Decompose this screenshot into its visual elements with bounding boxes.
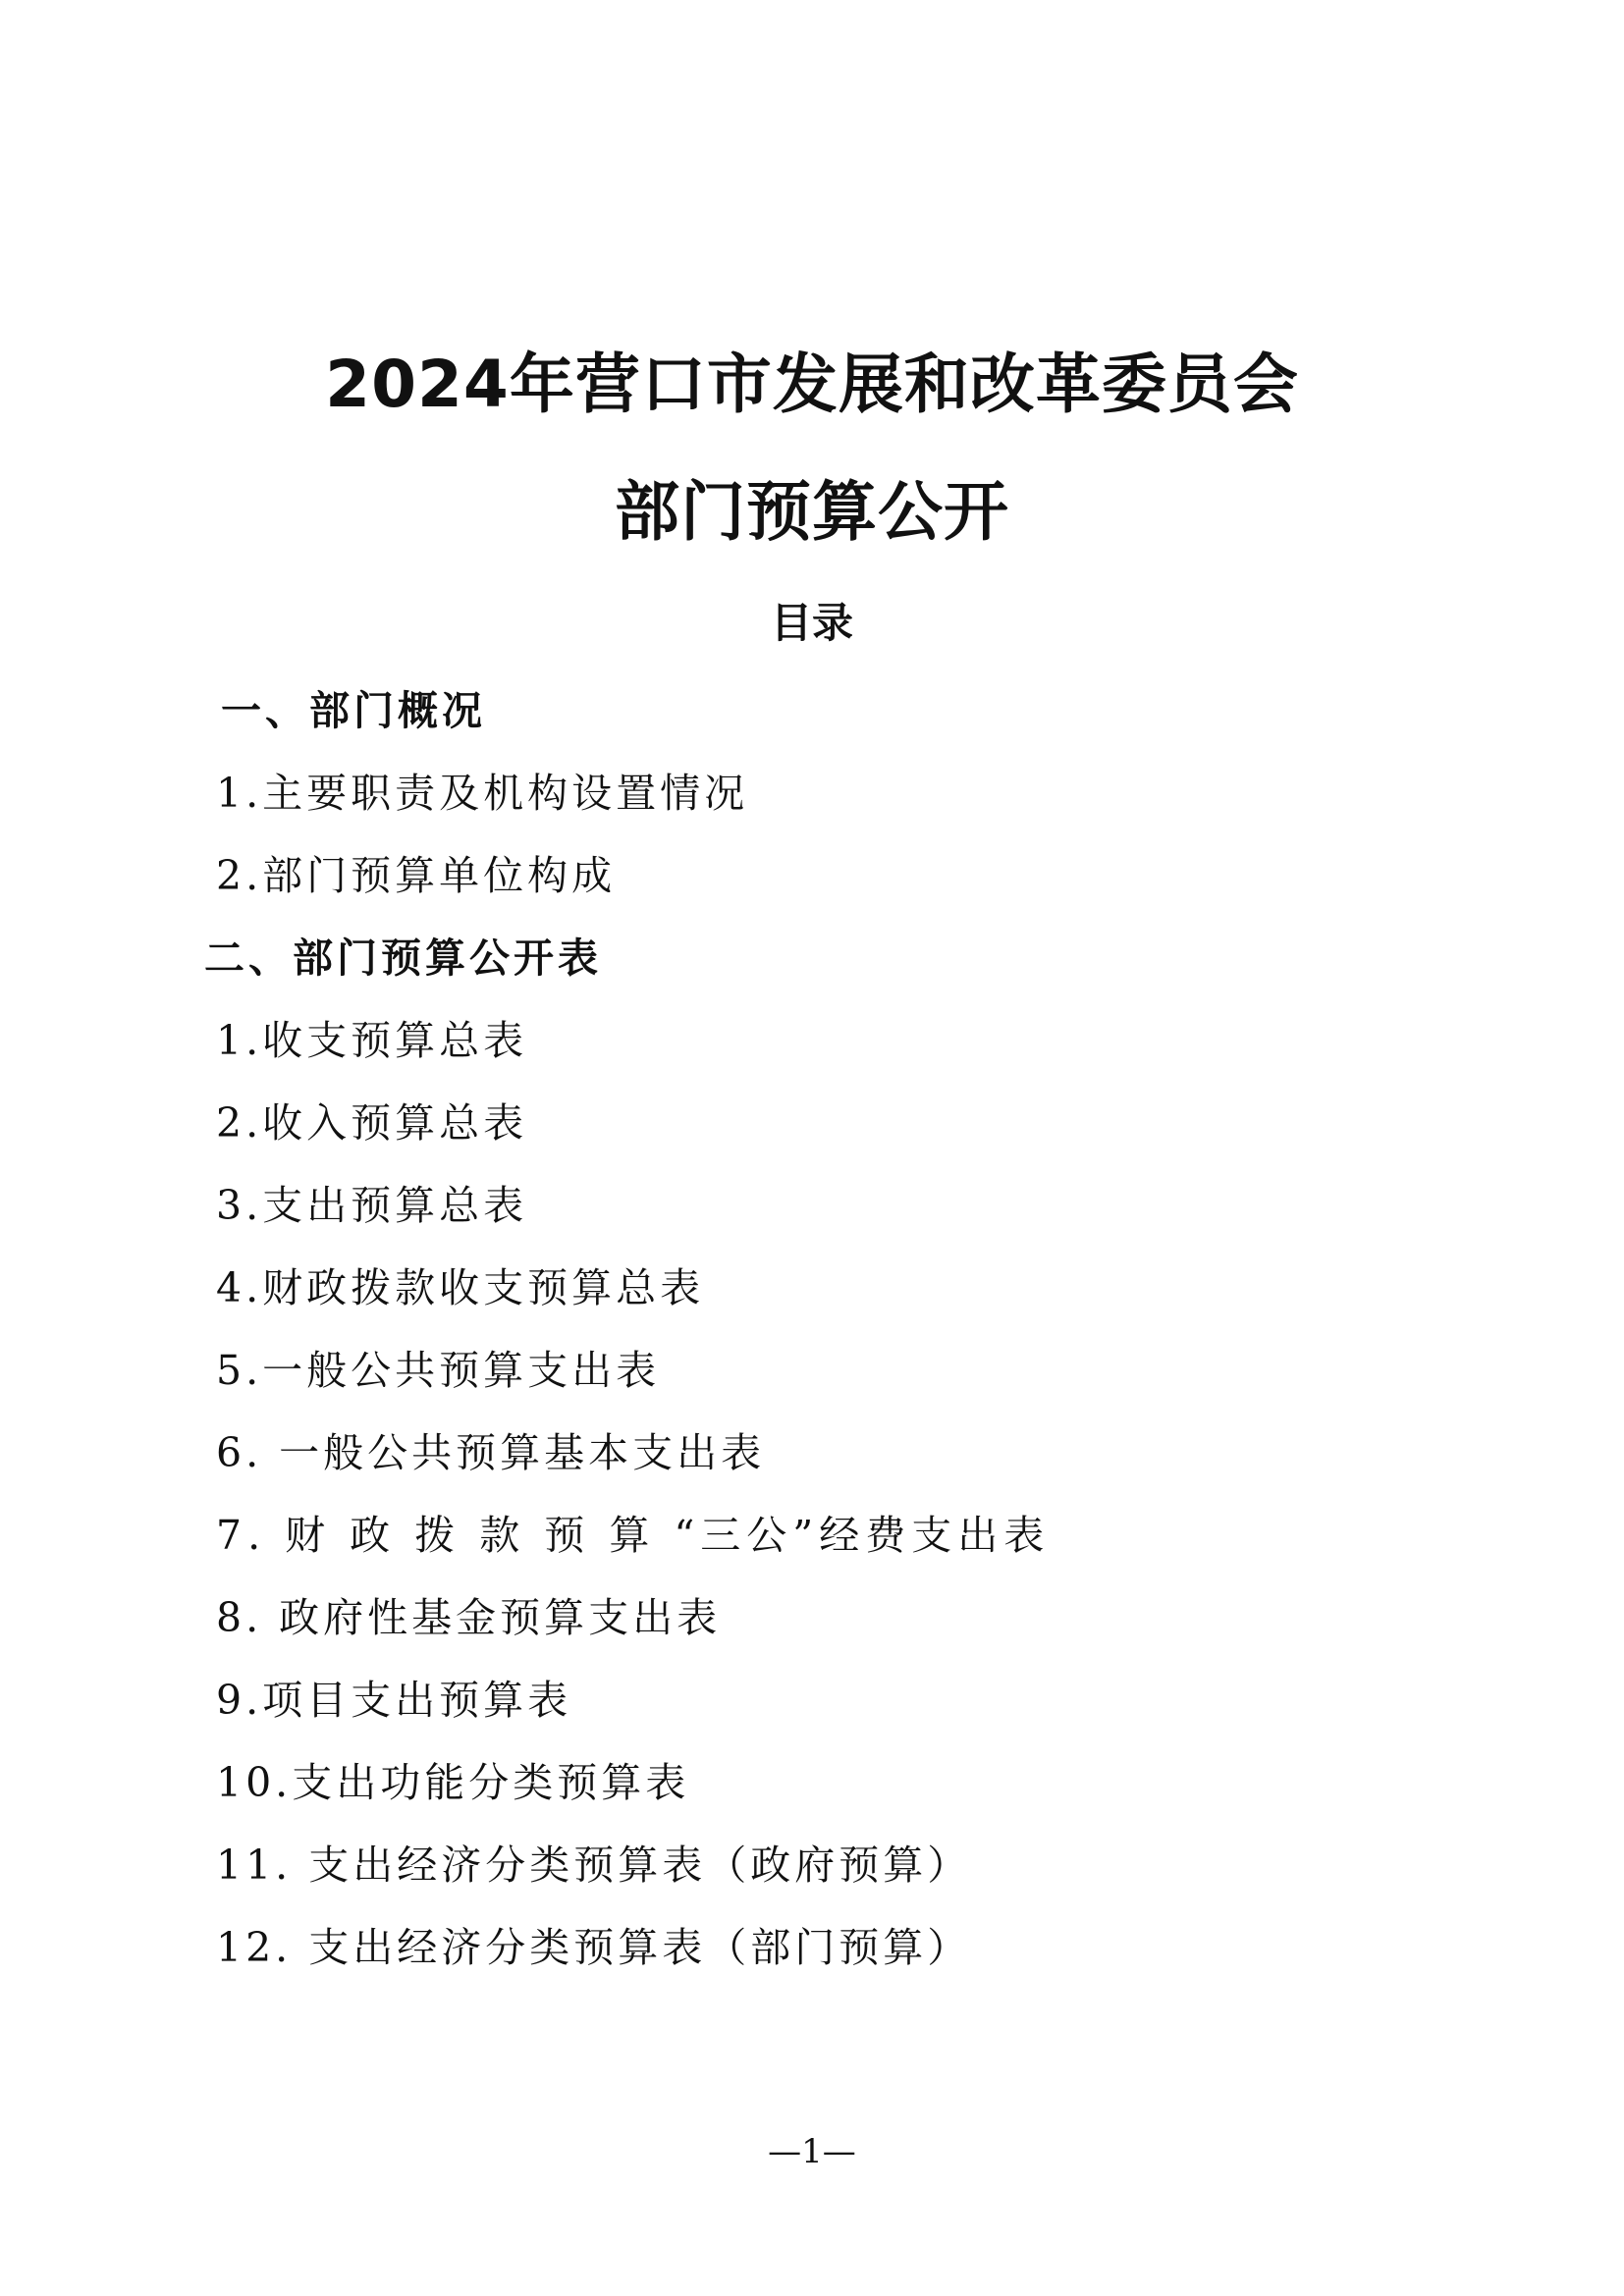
toc-item: 7. 财 政 拨 款 预 算 “三公”经费支出表 <box>216 1512 1051 1559</box>
toc-heading: 目录 <box>770 599 853 647</box>
toc-item: 2.部门预算单位构成 <box>216 852 617 899</box>
toc-item: 3.支出预算总表 <box>216 1182 528 1229</box>
toc-item: 9.项目支出预算表 <box>216 1677 572 1724</box>
toc-item: 6. 一般公共预算基本支出表 <box>216 1429 766 1476</box>
toc-item: 8. 政府性基金预算支出表 <box>216 1594 722 1641</box>
toc-item: 1.主要职责及机构设置情况 <box>216 770 749 817</box>
document-title-line-1: 2024年营口市发展和改革委员会 <box>325 347 1299 422</box>
document-title-line-2: 部门预算公开 <box>615 474 1009 550</box>
toc-section-overview: 一、部门概况 <box>221 687 486 734</box>
toc-item: 4.财政拨款收支预算总表 <box>216 1264 705 1311</box>
toc-item: 1.收支预算总表 <box>216 1017 528 1064</box>
page-number: —1— <box>768 2132 856 2171</box>
toc-item: 12. 支出经济分类预算表（部门预算） <box>216 1924 972 1971</box>
toc-section-tables: 二、部门预算公开表 <box>204 934 602 982</box>
toc-item: 5.一般公共预算支出表 <box>216 1347 661 1394</box>
toc-item: 2.收入预算总表 <box>216 1099 528 1147</box>
toc-item: 11. 支出经济分类预算表（政府预算） <box>216 1842 972 1889</box>
toc-item: 10.支出功能分类预算表 <box>216 1759 690 1806</box>
